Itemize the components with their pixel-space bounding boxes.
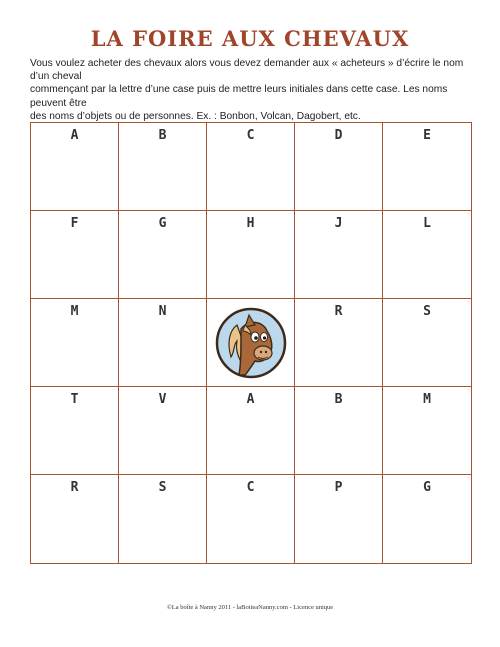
cell-letter: D (334, 128, 343, 143)
cell-letter: N (158, 304, 167, 319)
cell-letter: M (423, 392, 431, 407)
grid-cell (31, 299, 119, 387)
cell-letter: P (334, 480, 343, 495)
grid-cell (31, 211, 119, 299)
grid-cell (119, 387, 207, 475)
grid-cell (383, 211, 471, 299)
cell-letter: S (158, 480, 167, 495)
grid-cell (295, 475, 383, 563)
grid-cell (207, 123, 295, 211)
grid-cell (207, 387, 295, 475)
cell-letter: R (334, 304, 343, 319)
cell-letter: J (334, 216, 343, 231)
cell-letter: C (246, 480, 255, 495)
cell-letter: V (158, 392, 167, 407)
cell-letter: E (423, 128, 431, 143)
grid-cell (383, 299, 471, 387)
grid-cell (295, 211, 383, 299)
cell-letter: B (334, 392, 343, 407)
cell-letter: C (246, 128, 255, 143)
grid-cell (295, 299, 383, 387)
grid-cell (119, 123, 207, 211)
cell-letter: G (158, 216, 167, 231)
grid-cell (207, 211, 295, 299)
grid-cell (295, 123, 383, 211)
bingo-grid (30, 122, 472, 564)
grid-cell (207, 475, 295, 563)
cell-letter: L (423, 216, 431, 231)
grid-cell (383, 123, 471, 211)
cell-letter: T (70, 392, 79, 407)
copyright-footer: ©La boîte à Nanny 2011 - laBoiteaNanny.com - Licence unique (166, 604, 334, 611)
cell-letter: G (423, 480, 431, 495)
cell-letter: S (423, 304, 431, 319)
cell-letter: M (70, 304, 79, 319)
grid-cell (207, 299, 295, 387)
grid-cell (295, 387, 383, 475)
horse-head-icon (215, 307, 287, 379)
grid-cell (119, 475, 207, 563)
cell-letter: H (246, 216, 255, 231)
instructions-text: Vous voulez acheter des chevaux alors vous devez demander aux « acheteurs » d’écrire le nom d’un cheval commençant par la lettre d’une case puis de mettre leurs initiales dans cette case. Les noms peuvent être des noms d’objets ou de personnes. Ex. : Bonbon, Volcan, Dagobert, etc. (30, 58, 464, 122)
grid-cell (31, 387, 119, 475)
page-title: LA FOIRE AUX CHEVAUX (90, 26, 410, 51)
cell-letter: B (158, 128, 167, 143)
grid-cell (383, 387, 471, 475)
cell-letter: F (70, 216, 79, 231)
cell-letter: A (70, 128, 79, 143)
grid-cell (119, 211, 207, 299)
grid-cell (119, 299, 207, 387)
grid-cell (383, 475, 471, 563)
cell-letter: R (70, 480, 79, 495)
grid-cell (31, 475, 119, 563)
cell-letter: A (246, 392, 255, 407)
grid-cell (31, 123, 119, 211)
